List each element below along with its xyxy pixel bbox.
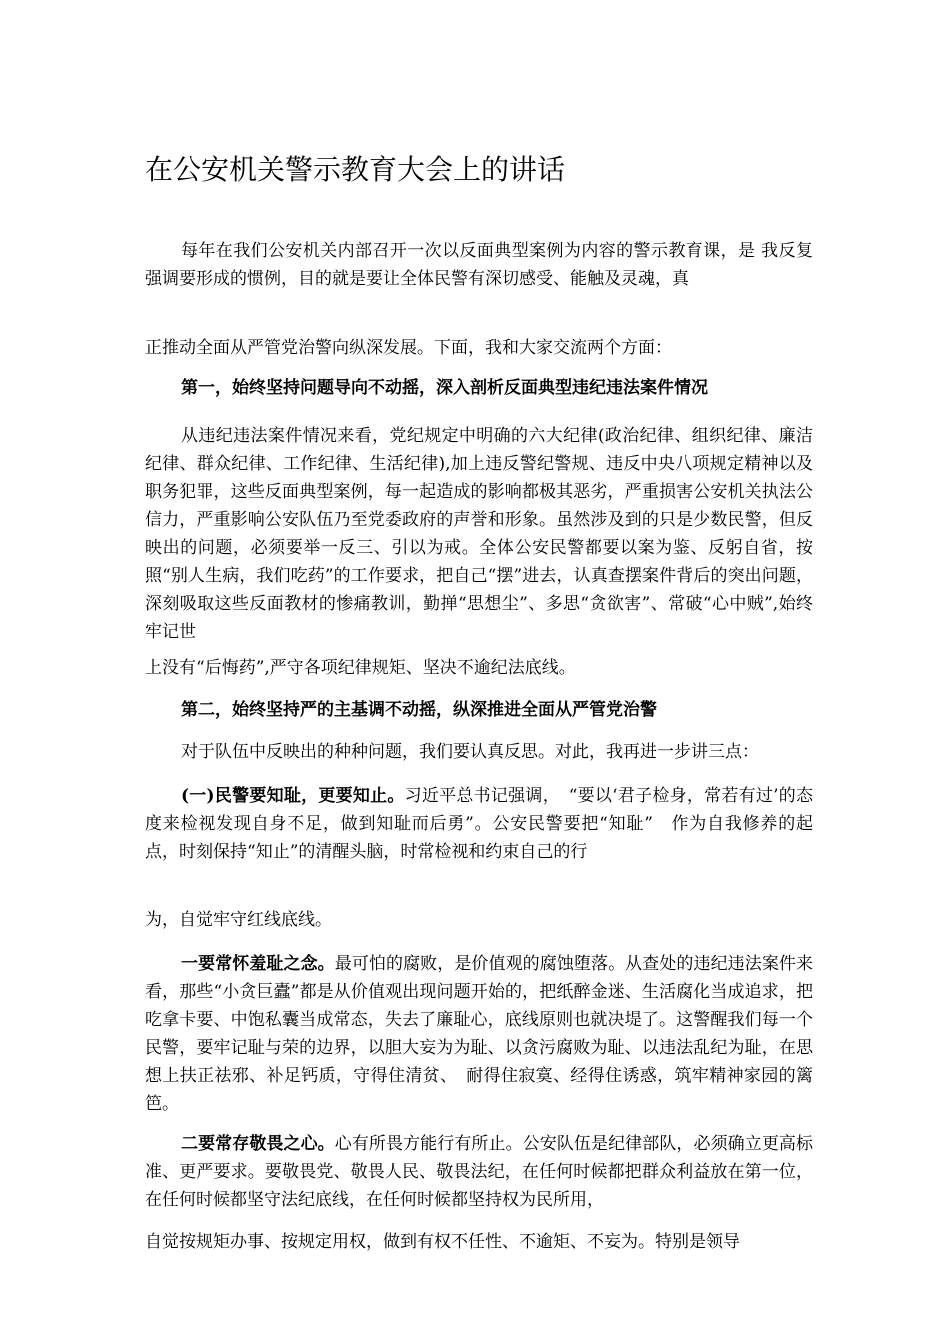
section-heading-1: 第一，始终坚持问题导向不动摇，深入剖析反面典型违纪违法案件情况 [181, 378, 708, 398]
sub-point-2-body: 心有所畏方能行有所止。公安队伍是纪律部队，必须确立更高标准、更严要求。要敬畏党、敬畏人民、敬畏法纪，在任何时候都把群众利益放在第一位，在任何时候都坚守法纪底线，在任何时候都坚持权为民所用， [145, 1134, 813, 1210]
paragraph-intro-continued: 正推动全面从严管党治警向纵深发展。下面，我和大家交流两个方面： [145, 338, 672, 358]
paragraph-sub-point-2 [145, 1130, 813, 1214]
sub-point-1-lead: 一要常怀羞耻之念。 [181, 954, 335, 974]
sub-point-1-body: 最可怕的腐败，是价值观的腐蚀堕落。从查处的违纪违法案件来看，那些“小贪巨蠹”都是从价值观出现问题开始的，把纸醉金迷、生活腐化当成追求，把吃拿卡要、中饱私囊当成常态，失去了廉耻心，底线原则也就决堤了。这警醒我们每一个民警，要牢记耻与荣的边界，以胆大妄为为耻、以贪污腐败为耻、以违法乱纪为耻，在思想上扶正祛邪、补足钙质，守得住清贫、 耐得住寂寞、经得住诱惑，筑牢精神家园的篱笆。 [145, 954, 813, 1114]
sub-point-2-lead: 二要常存敬畏之心。 [181, 1134, 335, 1154]
paragraph-section-1-continued: 上没有“后悔药”,严守各项纪律规矩、坚决不逾纪法底线。 [145, 658, 576, 678]
section-heading-2: 第二，始终坚持严的主基调不动摇，纵深推进全面从严管党治警 [181, 700, 657, 720]
paragraph-sub-point-2-continued: 自觉按规矩办事、按规定用权，做到有权不任性、不逾矩、不妄为。特别是领导 [145, 1232, 740, 1252]
point-1-lead: (一)民警要知耻，更要知止。 [181, 786, 405, 806]
paragraph-point-1-continued: 为，自觉牢守红线底线。 [145, 910, 332, 930]
point-1-body: 习近平总书记强调， “要以‘君子检身，常若有过’的态度来检视发现自身不足，做到知耻而后勇”。公安民警要把“知耻” 作为自我修养的起点，时刻保持“知止”的清醒头脑，时常检视和约束自己的行 [145, 786, 814, 862]
paragraph-section-2-intro: 对于队伍中反映出的种种问题，我们要认真反思。对此，我再进一步讲三点： [181, 742, 759, 762]
document-title: 在公安机关警示教育大会上的讲话 [145, 153, 566, 186]
paragraph-point-1 [145, 782, 813, 866]
paragraph-intro: 每年在我们公安机关内部召开一次以反面典型案例为内容的警示教育课，是 我反复强调要形成的惯例，目的就是要让全体民警有深切感受、能触及灵魂，真 [145, 241, 813, 289]
paragraph-section-1: 从违纪违法案件情况来看，党纪规定中明确的六大纪律(政治纪律、组织纪律、廉洁纪律、群众纪律、工作纪律、生活纪律),加上违反警纪警规、违反中央八项规定精神以及职务犯罪，这些反面典型案例，每一起造成的影响都极其恶劣，严重损害公安机关执法公信力，严重影响公安队伍乃至党委政府的声誉和形象。虽然涉及到的只是少数民警，但反映出的问题，必须要举一反三、引以为戒。全体公安民警都要以案为鉴、反躬自省，按照“别人生病，我们吃药”的工作要求，把自己“摆”进去，认真查摆案件背后的突出问题，深刻吸取这些反面教材的惨痛教训，勤掸“思想尘”、多思“贪欲害”、常破“心中贼”,始终牢记世 [145, 426, 813, 642]
paragraph-sub-point-1 [145, 950, 813, 1118]
